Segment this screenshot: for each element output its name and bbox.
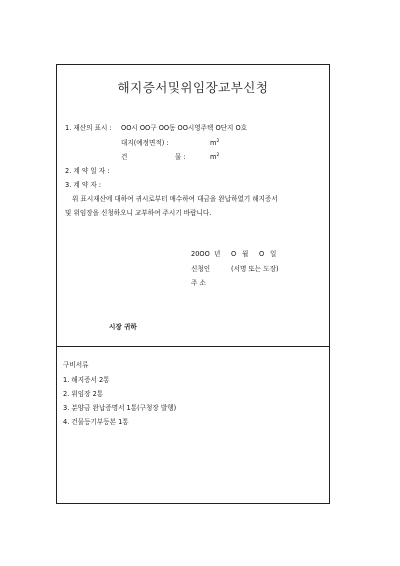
date-day: O xyxy=(259,250,265,258)
address-label: 주 소 xyxy=(191,279,206,287)
attachment-item: 3. 분양금 완납증명서 1통(구청장 발행) xyxy=(63,404,177,412)
building-label-second: 물 : xyxy=(175,153,186,161)
attachments-heading: 구비서류 xyxy=(63,361,89,369)
building-label-first: 건 xyxy=(121,153,128,161)
property-label: 1. 재산의 표시 : xyxy=(65,124,112,132)
date-year: 20OO xyxy=(191,250,210,258)
attachment-item: 4. 건물등기부등본 1통 xyxy=(63,418,129,426)
date-month-suffix: 월 xyxy=(242,250,249,258)
date-month: O xyxy=(231,250,237,258)
land-area-unit: $m^2$ xyxy=(210,139,220,147)
request-text-line-2: 및 위임장을 신청하오니 교부하여 주시기 바랍니다. xyxy=(65,209,212,217)
contractor-label: 3. 계 약 자 : xyxy=(65,181,102,189)
attachment-item: 2. 위임장 2통 xyxy=(63,390,104,398)
contract-date-label: 2. 계 약 일 자 : xyxy=(65,167,110,175)
application-form xyxy=(56,64,330,504)
date-day-suffix: 일 xyxy=(270,250,277,258)
recipient-line: 시장 귀하 xyxy=(109,323,137,331)
attachment-item: 1. 해지증서 2통 xyxy=(63,376,110,384)
property-address: OO시 OO구 OO동 OO시영주택 O단지 O호 xyxy=(121,124,248,132)
form-title: 해지증서및위임장교부신청 xyxy=(117,80,269,95)
building-area-unit: $m^2$ xyxy=(210,153,220,161)
land-area-label: 대지(예정면적) : xyxy=(121,139,169,147)
date-year-suffix: 년 xyxy=(214,250,221,258)
applicant-label: 신청인 xyxy=(191,265,211,273)
signature-note: (서명 또는 도장) xyxy=(231,265,279,273)
section-divider xyxy=(57,346,329,347)
request-text-line-1: 위 표시재산에 대하여 귀시로부터 매수하여 대금을 완납하였기 해지증서 xyxy=(72,195,278,203)
